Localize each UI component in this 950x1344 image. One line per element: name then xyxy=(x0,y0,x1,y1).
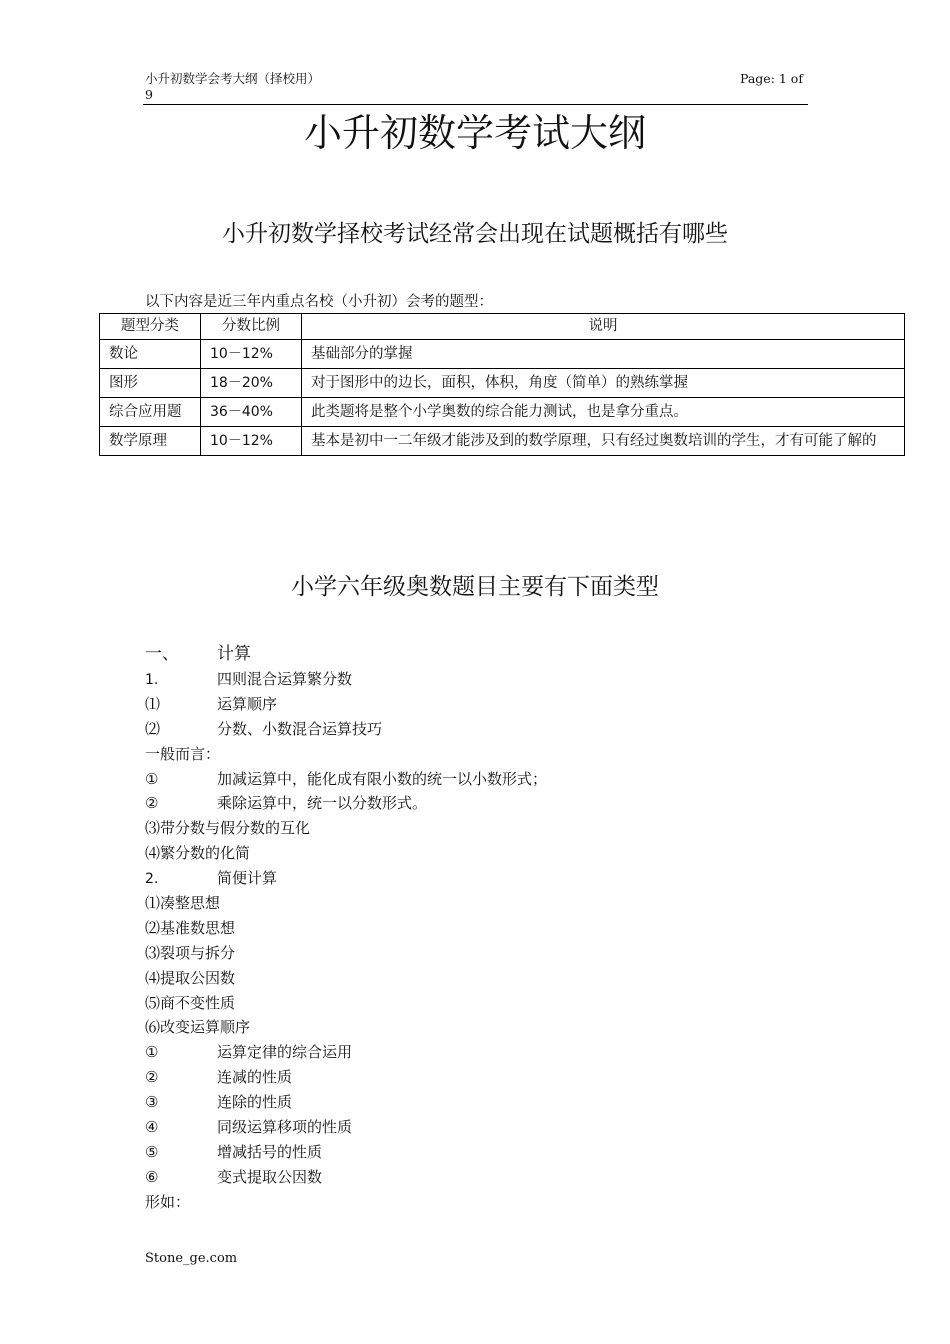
outline-text: 变式提取公因数 xyxy=(217,1167,323,1186)
outline-item xyxy=(145,866,845,891)
outline-text: 计算 xyxy=(217,644,251,664)
table-cell-category: 数论 xyxy=(100,340,201,369)
outline-text: ⑵基准数思想 xyxy=(145,918,236,937)
outline-marker: 2. xyxy=(145,871,159,888)
outline-item xyxy=(145,742,845,767)
outline-text: 运算顺序 xyxy=(217,694,278,713)
table-cell-ratio: 10－12% xyxy=(201,427,302,456)
table-header-cell: 题型分类 xyxy=(100,314,201,340)
outline-item xyxy=(145,1140,845,1165)
outline-marker: ⑵ xyxy=(145,719,161,738)
footer-site: Stone_ge.com xyxy=(145,1251,238,1266)
outline-marker: ③ xyxy=(145,1093,159,1112)
outline-item xyxy=(145,1165,845,1190)
table-cell-ratio: 10－12% xyxy=(201,340,302,369)
outline-item xyxy=(145,891,845,916)
outline-text: 乘除运算中，统一以分数形式。 xyxy=(217,794,428,813)
outline-marker: ② xyxy=(145,1068,159,1087)
outline-item xyxy=(145,916,845,941)
table-row xyxy=(100,398,905,427)
topic-outline xyxy=(145,641,845,1215)
outline-text: 连除的性质 xyxy=(217,1093,293,1112)
outline-item xyxy=(145,1090,845,1115)
table-cell-ratio: 36－40% xyxy=(201,398,302,427)
outline-item xyxy=(145,841,845,866)
outline-text: 分数、小数混合运算技巧 xyxy=(217,719,383,738)
header-left-text: 小升初数学会考大纲（择校用） 9 xyxy=(145,71,321,102)
outline-text: 运算定律的综合运用 xyxy=(217,1043,353,1062)
outline-text: ⑶带分数与假分数的互化 xyxy=(145,819,311,838)
table-cell-description: 对于图形中的边长，面积，体积，角度（简单）的熟练掌握 xyxy=(302,369,905,398)
outline-text: 一般而言： xyxy=(145,744,221,763)
outline-text: 四则混合运算繁分数 xyxy=(217,670,353,688)
document-title: 小升初数学考试大纲 xyxy=(303,111,646,155)
page-total: 9 xyxy=(145,87,153,102)
table-row xyxy=(100,340,905,369)
outline-text: ⑶裂项与拆分 xyxy=(145,943,236,962)
table-cell-category: 数学原理 xyxy=(100,427,201,456)
outline-marker: ⑴ xyxy=(145,694,161,713)
table-cell-description: 基本是初中一二年级才能涉及到的数学原理，只有经过奥数培训的学生，才有可能了解的 xyxy=(302,427,905,456)
outline-text: ⑷繁分数的化简 xyxy=(145,844,251,863)
outline-item xyxy=(145,1115,845,1140)
outline-item xyxy=(145,991,845,1016)
intro-paragraph: 以下内容是近三年内重点名校（小升初）会考的题型： xyxy=(145,294,493,310)
table-cell-category: 图形 xyxy=(100,369,201,398)
outline-marker: ① xyxy=(145,1043,159,1062)
table-row xyxy=(100,369,905,398)
outline-marker: 1. xyxy=(145,672,159,688)
outline-item xyxy=(145,767,845,792)
table-cell-description: 基础部分的掌握 xyxy=(302,340,905,369)
outline-item xyxy=(145,717,845,742)
outline-item xyxy=(145,791,845,816)
table-cell-ratio: 18－20% xyxy=(201,369,302,398)
table-header-cell: 说明 xyxy=(302,314,905,340)
table-cell-description: 此类题将是整个小学奥数的综合能力测试，也是拿分重点。 xyxy=(302,398,905,427)
outline-marker: ② xyxy=(145,794,159,813)
outline-text: ⑷提取公因数 xyxy=(145,968,236,987)
outline-item xyxy=(145,641,845,667)
outline-text: 形如： xyxy=(145,1192,191,1211)
outline-text: 增减括号的性质 xyxy=(217,1142,323,1161)
outline-text: ⑴凑整思想 xyxy=(145,894,221,913)
outline-item xyxy=(145,667,845,692)
table-header-cell: 分数比例 xyxy=(201,314,302,340)
outline-text: ⑸商不变性质 xyxy=(145,993,236,1012)
header-rule xyxy=(143,104,808,105)
outline-item xyxy=(145,941,845,966)
section-heading-olympiad-types: 小学六年级奥数题目主要有下面类型 xyxy=(291,574,659,600)
outline-item xyxy=(145,1015,845,1040)
exam-type-table xyxy=(99,313,905,456)
page-label: Page: 1 of xyxy=(740,71,803,86)
outline-item xyxy=(145,966,845,991)
outline-item xyxy=(145,1190,845,1215)
outline-text: 简便计算 xyxy=(217,869,278,888)
outline-marker: 一、 xyxy=(145,644,179,664)
outline-item xyxy=(145,1065,845,1090)
outline-text: 同级运算移项的性质 xyxy=(217,1118,353,1137)
section-heading-exam-types: 小升初数学择校考试经常会出现在试题概括有哪些 xyxy=(222,221,728,247)
outline-item xyxy=(145,692,845,717)
table-header-row xyxy=(100,314,905,340)
outline-item xyxy=(145,1040,845,1065)
outline-marker: ⑤ xyxy=(145,1142,159,1161)
outline-text: 加减运算中，能化成有限小数的统一以小数形式； xyxy=(217,769,548,788)
table-row xyxy=(100,427,905,456)
table-cell-category: 综合应用题 xyxy=(100,398,201,427)
outline-marker: ⑥ xyxy=(145,1167,159,1186)
outline-text: 连减的性质 xyxy=(217,1068,293,1087)
outline-text: ⑹改变运算顺序 xyxy=(145,1018,251,1037)
outline-item xyxy=(145,816,845,841)
outline-marker: ① xyxy=(145,769,159,788)
outline-marker: ④ xyxy=(145,1118,159,1137)
